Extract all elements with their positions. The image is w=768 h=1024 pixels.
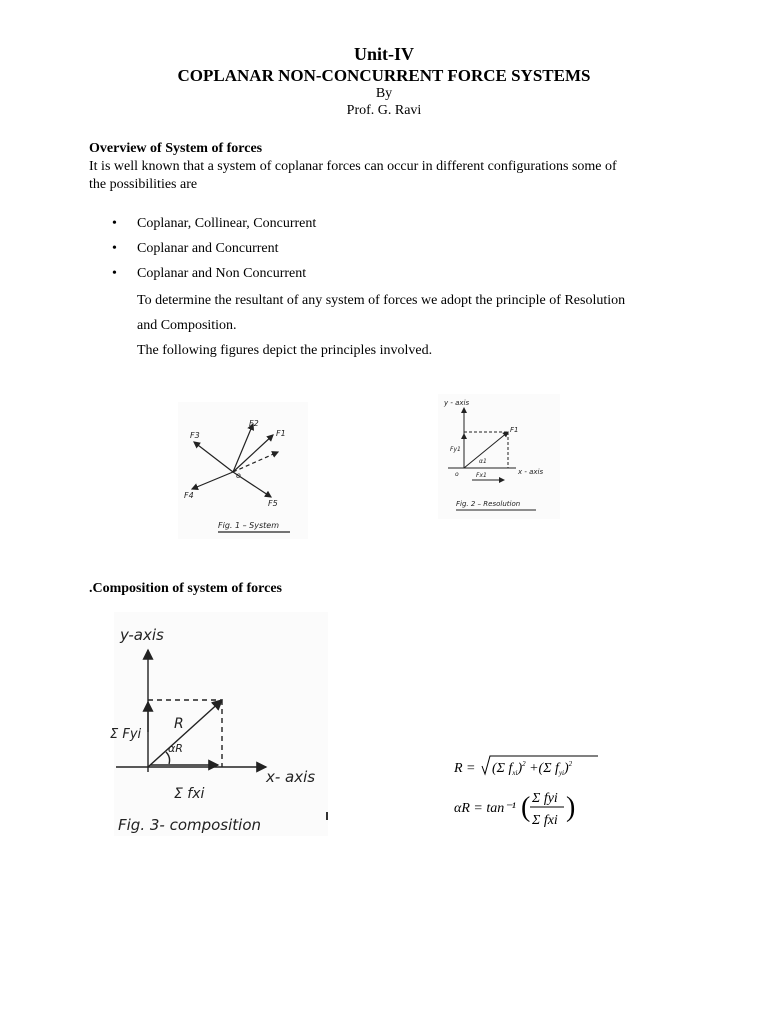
principle-line1: To determine the resultant of any system of forces we adopt the principle of Resolution: [137, 293, 626, 308]
composition-heading: .Composition of system of forces: [89, 581, 282, 596]
label-f3: F3: [190, 431, 200, 440]
label-origin: o: [236, 471, 241, 480]
system-diagram: [178, 402, 308, 539]
label-sum-fy: Σ Fyi: [110, 727, 142, 742]
label-fx1: Fx1: [476, 472, 487, 479]
r-equation-lhs: R =: [454, 761, 476, 776]
force-f2-arrow: [233, 424, 253, 472]
label-y-axis: y-axis: [120, 626, 164, 644]
equations-block: [452, 752, 612, 842]
list-item: • Coplanar and Concurrent: [112, 240, 316, 265]
stray-mark: [326, 812, 328, 820]
author-name: Prof. G. Ravi: [346, 103, 422, 118]
force-f4-arrow: [192, 472, 233, 489]
label-y-axis: y - axis: [444, 399, 470, 407]
fig1-caption: Fig. 1 – System: [218, 521, 279, 530]
force-f1-arrow: [233, 435, 273, 472]
label-f1: F1: [276, 429, 286, 438]
equations-svg: [452, 752, 612, 842]
force-f3-arrow: [194, 442, 233, 472]
principle-line2: and Composition.: [137, 318, 237, 333]
resultant-arrow: [148, 700, 222, 767]
label-origin: o: [455, 471, 459, 478]
composition-diagram: [110, 612, 328, 836]
label-alpha: α1: [479, 458, 487, 465]
close-paren: ): [566, 792, 576, 823]
alpha-equation-lhs: αR = tan⁻¹: [454, 801, 516, 816]
label-fy1: Fy1: [450, 446, 461, 453]
principle-line3: The following figures depict the principles involved.: [137, 343, 433, 358]
overview-intro-line1: It is well known that a system of coplanar forces can occur in different configurations some of: [89, 159, 617, 174]
label-f1: F1: [510, 426, 519, 434]
figure-composition: [110, 612, 328, 836]
fraction-denominator: Σ fxi: [532, 813, 558, 828]
resolution-diagram: [438, 394, 560, 519]
label-f5: F5: [268, 499, 278, 508]
unit-label: Unit-IV: [353, 44, 414, 64]
list-item: • Coplanar, Collinear, Concurrent: [112, 215, 316, 240]
fig2-caption: Fig. 2 – Resolution: [456, 500, 521, 508]
fraction-numerator: Σ fyi: [532, 791, 558, 806]
overview-heading: Overview of System of forces: [89, 141, 263, 156]
configuration-list: [112, 215, 316, 290]
label-sum-fx: Σ fxi: [174, 786, 205, 802]
label-f4: F4: [184, 491, 194, 500]
label-alpha-r: αR: [168, 742, 183, 755]
fig3-caption: Fig. 3- composition: [118, 816, 262, 834]
label-x-axis: x- axis: [266, 768, 316, 786]
overview-intro-line2: the possibilities are: [89, 177, 198, 192]
label-x-axis: x - axis: [518, 468, 544, 476]
by-label: By: [375, 86, 393, 101]
figure-resolution: [438, 394, 560, 519]
list-item: • Coplanar and Non Concurrent: [112, 265, 316, 290]
open-paren: (: [521, 792, 531, 823]
r-equation-term1: (Σ $f_{xi})^2 +(\Sigma$ $f_{yi})^2$: [492, 760, 573, 777]
figure-system: [178, 402, 308, 539]
page-title: COPLANAR NON-CONCURRENT FORCE SYSTEMS: [177, 66, 591, 85]
label-resultant: R: [174, 716, 184, 732]
label-f2: F2: [249, 419, 259, 428]
